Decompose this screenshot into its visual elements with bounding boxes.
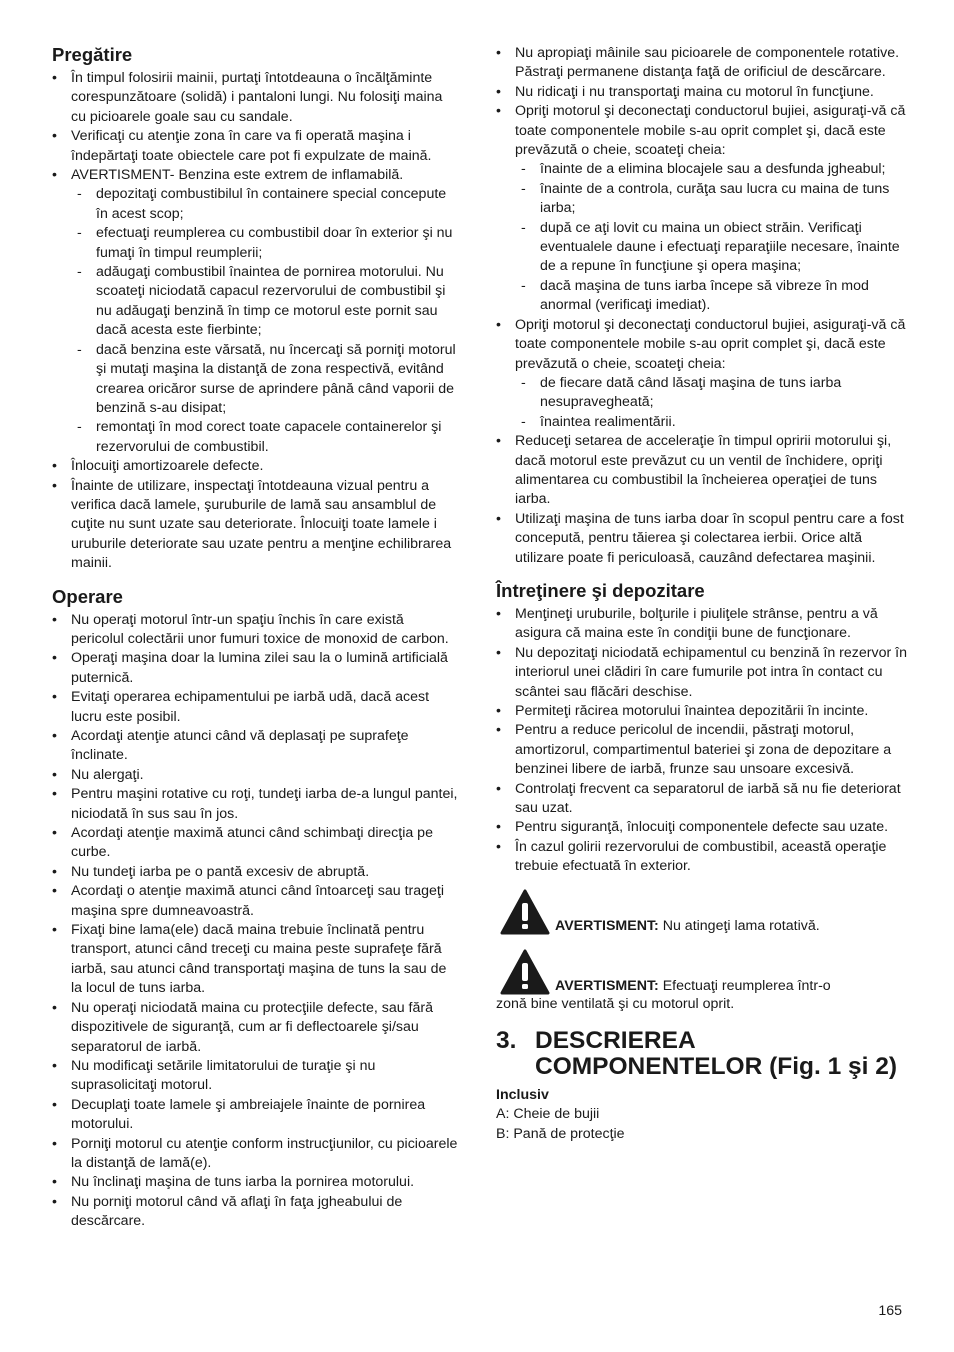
list-item: • Acordaţi atenţie maximă atunci când schimbaţi direcţia pe curbe. (52, 824, 460, 863)
list-item: • Înlocuiţi amortizoarele defecte. (52, 457, 460, 476)
list-item: • Nu depozitaţi niciodată echipamentul cu benzină în rezervor în interiorul unei clădiri în care fumurile pot intra în contact cu scântei sau flăcări deschise. (496, 644, 908, 702)
right-column (496, 44, 908, 1144)
included-title: Inclusiv (496, 1087, 549, 1104)
list-item: • Menţineţi uruburile, bolţurile i piuliţele strânse, pentru a vă asigura că maina este în condiţii bune de funcţionare. (496, 605, 908, 644)
intretinere-list (496, 605, 908, 877)
chapter-heading (496, 1028, 908, 1080)
list-item: • Nu operaţi niciodată maina cu protecţiile defecte, sau fără dispozitivele de siguranţă, cum ar fi deflectoarele şi/sau separatorul de iarbă. (52, 999, 460, 1057)
list-item: • Nu înclinaţi maşina de tuns iarba la pornirea motorului. (52, 1173, 460, 1192)
sub-list-item: - efectuaţi reumplerea cu combustibil doar în exterior şi nu fumaţi în timpul reumplerii; (77, 224, 460, 263)
list-item: • Permiteţi răcirea motorului înaintea depozitării în incinte. (496, 702, 908, 721)
list-item-text: Opriţi motorul şi deconectaţi conductorul bujiei, asiguraţi-vă că toate componentele mobile s-au oprit complet şi, dacă este prevăzută o cheie, scoateţi cheia: (515, 316, 906, 372)
chapter-title: DESCRIEREA COMPONENTELOR (Fig. 1 şi 2) (535, 1027, 898, 1081)
list-item (496, 316, 908, 432)
list-item-text: AVERTISMENT- Benzina este extrem de inflamabilă. (71, 167, 404, 184)
section-title-pregatire: Pregătire (52, 44, 133, 65)
sub-list-item: - dacă benzina este vărsată, nu încercaţi să porniţi motorul şi mutaţi maşina la distanţă de zona respectivă, evitând crearea oricăror surse de aprindere până când vaporii de benzină s-au disipat; (77, 341, 460, 419)
list-item: • Înainte de utilizare, inspectaţi întotdeauna vizual pentru a verifica dacă lamele, şuruburile de lamă sau ansamblul de cuţite nu sunt uzate sau deteriorate. Înlocuiţi toate lamele i uruburile deteriorate sau uzate pentru a menţine echilibrarea mainii. (52, 477, 460, 574)
list-item: • Decuplaţi toate lamele şi ambreiajele înainte de pornirea motorului. (52, 1096, 460, 1135)
warning-label: AVERTISMENT: (555, 917, 659, 934)
list-item: • Reduceţi setarea de acceleraţie în timpul opririi motorului şi, dacă motorul este prevăzut cu un ventil de închidere, opriţi alimentarea cu combustibil la încheierea operaţiei de tuns iarba. (496, 432, 908, 510)
list-item: • Nu apropiaţi mâinile sau picioarele de componentele rotative. Păstraţi permanene distanţa faţă de orificiul de descărcare. (496, 44, 908, 83)
list-item: • Pentru a reduce pericolul de incendii, păstraţi motorul, amortizorul, compartimentul bateriei şi zona de depozitare a benzinei libere de iarbă, frunze sau unsoare excesivă. (496, 721, 908, 779)
sub-list-item: - adăugaţi combustibil înaintea de pornirea motorului. Nu scoateţi niciodată capacul rezervorului de combustibil şi nu adăugaţi benzină în timp ce motorul este pornit sau dacă acesta este fierbinte; (77, 263, 460, 341)
list-item: • Pentru maşini rotative cu roţi, tundeţi iarba de-a lungul pantei, niciodată în sus sau în jos. (52, 785, 460, 824)
list-item: • Controlaţi frecvent ca separatorul de iarbă să nu fie deteriorat sau uzat. (496, 780, 908, 819)
chapter-number: 3. (496, 1027, 517, 1055)
sub-list-item: - de fiecare dată când lăsaţi maşina de tuns iarba nesupravegheată; (521, 374, 908, 413)
list-item: • Nu modificaţi setările limitatorului de turaţie şi nu suprasolicitaţi motorul. (52, 1057, 460, 1096)
sub-list-item: - înainte de a controla, curăţa sau lucra cu maina de tuns iarba; (521, 180, 908, 219)
page-number: 165 (878, 1303, 902, 1319)
warning-head (496, 949, 908, 995)
list-item: • Nu tundeţi iarba pe o pantă excesiv de abruptă. (52, 863, 460, 882)
warning-label: AVERTISMENT: (555, 977, 659, 994)
warning-text (555, 917, 820, 936)
sub-list (515, 374, 908, 432)
list-item: • Nu operaţi motorul într-un spaţiu închis în care există pericolul colectării unor fumuri toxice de monoxid de carbon. (52, 611, 460, 650)
list-item: • Acordaţi atenţie atunci când vă deplasaţi pe suprafeţe înclinate. (52, 727, 460, 766)
list-item: • Fixaţi bine lama(ele) dacă maina trebuie înclinată pentru transport, atunci când treceţi cu maina peste suprafeţe fără iarbă, sau atunci când transportaţi maşina de tuns la sau de la locul de tuns iarba. (52, 921, 460, 999)
list-item: • Verificaţi cu atenţie zona în care va fi operată maşina i îndepărtaţi toate obiectele care pot fi expulzate de maină. (52, 127, 460, 166)
operare-list-continued (496, 44, 908, 568)
operare-list (52, 611, 460, 1232)
warning-message: Efectuaţi reumplerea într-o (658, 977, 831, 994)
sub-list-item: - înainte de a elimina blocajele sau a desfunda jgheabul; (521, 160, 908, 179)
warning-rotating-blade (496, 889, 908, 939)
included-item: B: Pană de protecţie (496, 1125, 625, 1142)
warning-message-continued: zonă bine ventilată şi cu motorul oprit. (496, 995, 735, 1012)
pregatire-list (52, 69, 460, 574)
sub-list-item: - după ce aţi lovit cu maina un obiect străin. Verificaţi eventualele daune i efectuaţi reparaţiile necesare, înainte de a repune în funcţiune şi opera maşina; (521, 219, 908, 277)
warning-refuel (496, 949, 908, 1014)
list-item (52, 166, 460, 457)
section-title-operare: Operare (52, 585, 123, 607)
sub-list-item: - depozitaţi combustibilul în containere special concepute în acest scop; (77, 185, 460, 224)
included-item: A: Cheie de bujii (496, 1106, 600, 1123)
sub-list-item: - dacă maşina de tuns iarba începe să vibreze în mod anormal (verificaţi imediat). (521, 277, 908, 316)
list-item: • În timpul folosirii mainii, purtaţi întotdeauna o încălţăminte corespunzătoare (solidă) i pantaloni lungi. Nu folosiţi maina cu picioarele goale sau cu sandale. (52, 69, 460, 127)
list-item: • Evitaţi operarea echipamentului pe iarbă udă, dacă acest lucru este posibil. (52, 688, 460, 727)
list-item: • Nu ridicaţi i nu transportaţi maina cu motorul în funcţiune. (496, 83, 908, 102)
warning-text (555, 977, 831, 996)
list-item (496, 102, 908, 315)
sub-list (71, 185, 460, 457)
list-item: • În cazul golirii rezervorului de combustibil, această operaţie trebuie efectuată în exterior. (496, 838, 908, 877)
list-item-text: Opriţi motorul şi deconectaţi conductorul bujiei, asiguraţi-vă că toate componentele mobile s-au oprit complet şi, dacă este prevăzută o cheie, scoateţi cheia: (515, 103, 906, 159)
list-item: • Utilizaţi maşina de tuns iarba doar în scopul pentru care a fost concepută, pentru tăierea şi colectarea ierbii. Orice altă utilizare poate fi periculoasă, cauzând defectarea maşinii. (496, 510, 908, 568)
warning-message: Nu atingeţi lama rotativă. (658, 917, 820, 934)
warning-triangle-icon (500, 889, 550, 935)
sub-list-item: - remontaţi în mod corect toate capacele containerelor şi rezervorului de combustibil. (77, 418, 460, 457)
list-item: • Porniţi motorul cu atenţie conform instrucţiunilor, cu picioarele la distanţă de lamă(e). (52, 1135, 460, 1174)
list-item: • Nu alergaţi. (52, 766, 460, 785)
sub-list-item: - înaintea realimentării. (521, 413, 908, 432)
list-item: • Acordaţi o atenţie maximă atunci când întoarceţi sau trageţi maşina spre dumneavoastră. (52, 882, 460, 921)
list-item: • Nu porniţi motorul când vă aflaţi în faţa jgheabului de descărcare. (52, 1193, 460, 1232)
warning-triangle-icon (500, 949, 550, 995)
list-item: • Operaţi maşina doar la lumina zilei sau la o lumină artificială puternică. (52, 649, 460, 688)
sub-list (515, 160, 908, 315)
list-item: • Pentru siguranţă, înlocuiţi componentele defecte sau uzate. (496, 818, 908, 837)
left-column (52, 44, 460, 1232)
section-title-intretinere: Întreţinere şi depozitare (496, 579, 705, 601)
